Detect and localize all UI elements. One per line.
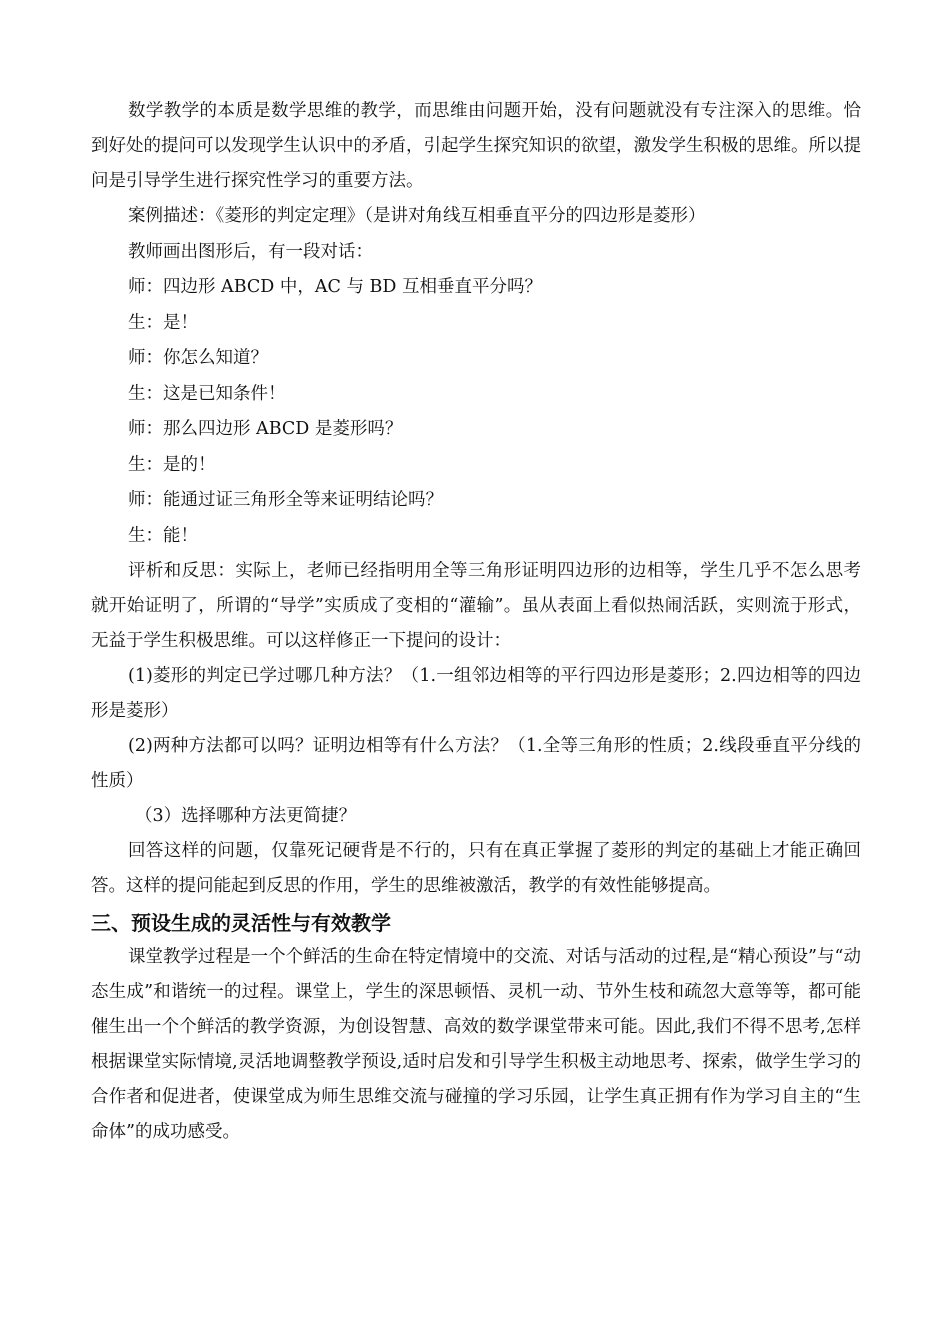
question-3: （3）选择哪种方法更简捷？ xyxy=(135,806,357,826)
question-1: (1)菱形的判定已学过哪几种方法？（1.一组邻边相等的平行四边形是菱形；2.四边相等的四边形是菱形） xyxy=(91,666,861,721)
dialog-line: 师：你怎么知道？ xyxy=(128,348,268,368)
document-body xyxy=(91,94,861,1150)
section-body-paragraph: 课堂教学过程是一个个鲜活的生命在特定情境中的交流、对话与活动的过程,是“精心预设”与“动态生成”和谐统一的过程。课堂上，学生的深思顿悟、灵机一动、节外生枝和疏忽大意等等，都可能催生出一个个鲜活的教学资源，为创设智慧、高效的数学课堂带来可能。因此,我们不得不思考,怎样根据课堂实际情境,灵活地调整教学预设,适时启发和引导学生积极主动地思考、探索，做学生学习的合作者和促进者，使课堂成为师生思维交流与碰撞的学习乐园，让学生真正拥有作为学习自主的“生命体”的成功感受。 xyxy=(91,947,861,1142)
dialog-line: 生：是的！ xyxy=(128,454,216,475)
intro-paragraph: 数学教学的本质是数学思维的教学，而思维由问题开始，没有问题就没有专注深入的思维。恰到好处的提问可以发现学生认识中的矛盾，引起学生探究知识的欲望，激发学生积极的思维。所以提问是引导学生进行探究性学习的重要方法。 xyxy=(91,101,861,191)
section-heading: 三、预设生成的灵活性与有效教学 xyxy=(91,911,391,935)
dialog-intro: 教师画出图形后，有一段对话： xyxy=(128,241,373,262)
dialog-line: 师：能通过证三角形全等来证明结论吗？ xyxy=(128,490,443,510)
dialog-line: 师：四边形 ABCD 中，AC 与 BD 互相垂直平分吗？ xyxy=(128,277,542,297)
conclusion-paragraph: 回答这样的问题，仅靠死记硬背是不行的，只有在真正掌握了菱形的判定的基础上才能正确回答。这样的提问能起到反思的作用，学生的思维被激活，教学的有效性能够提高。 xyxy=(91,841,861,896)
dialog-line: 生：是！ xyxy=(128,312,198,333)
dialog-line: 生：能！ xyxy=(128,525,198,546)
analysis-paragraph: 评析和反思：实际上，老师已经指明用全等三角形证明四边形的边相等，学生几乎不怎么思考就开始证明了，所谓的“导学”实质成了变相的“灌输”。虽从表面上看似热闹活跃，实则流于形式，无益于学生积极思维。可以这样修正一下提问的设计： xyxy=(91,561,861,651)
question-2: (2)两种方法都可以吗？证明边相等有什么方法？（1.全等三角形的性质；2.线段垂直平分线的性质） xyxy=(91,736,861,791)
dialog-line: 师：那么四边形 ABCD 是菱形吗？ xyxy=(128,419,403,439)
dialog-line: 生：这是已知条件！ xyxy=(128,383,286,404)
case-description: 案例描述：《菱形的判定定理》（是讲对角线互相垂直平分的四边形是菱形） xyxy=(128,206,706,226)
